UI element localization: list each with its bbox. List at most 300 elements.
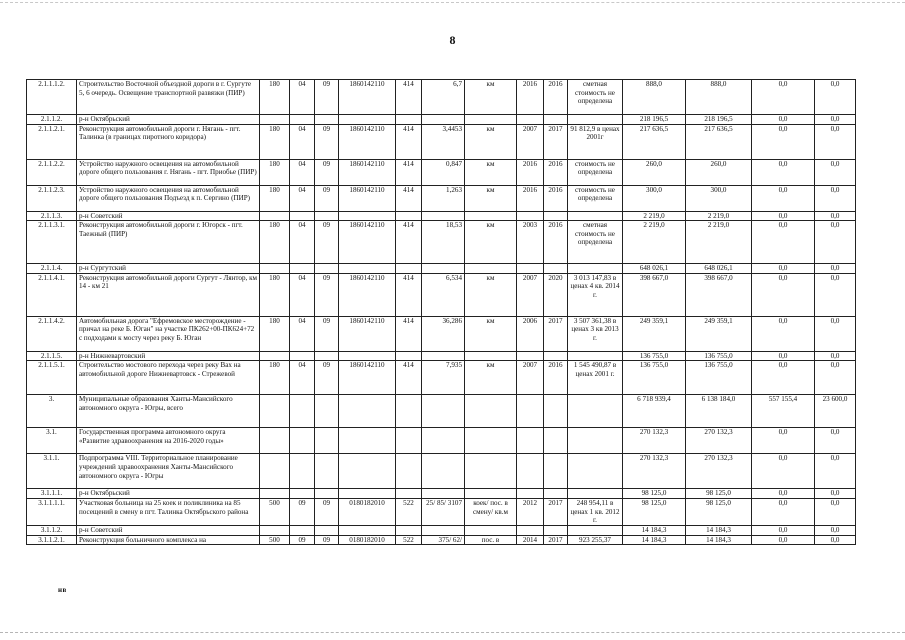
cell-c1: 180	[260, 159, 290, 185]
cell-t4: 0,0	[815, 80, 856, 115]
cell-y1: 2007	[517, 124, 544, 159]
cell-t3: 0,0	[752, 115, 815, 125]
cell-c5: 414	[396, 221, 422, 264]
cell-c3	[315, 454, 339, 489]
cell-name: р-н Советский	[77, 525, 260, 535]
cell-c4	[339, 351, 396, 361]
table-row	[27, 80, 856, 115]
investment-table	[26, 79, 856, 545]
cell-t1: 136 755,0	[623, 351, 686, 361]
cell-t4: 0,0	[815, 273, 856, 316]
cell-num: 3.1.	[27, 428, 77, 454]
table-row	[27, 124, 856, 159]
scan-edge-bottom	[0, 632, 905, 633]
cell-name: Устройство наружного освещения на автомобильной дороге общего пользования Подъезд к п. Сергино (ПИР)	[77, 185, 260, 211]
cell-cost	[568, 264, 623, 274]
cell-c1	[260, 211, 290, 221]
cell-c4: 1860142110	[339, 185, 396, 211]
cell-unit	[465, 264, 517, 274]
cell-c2	[290, 351, 315, 361]
cell-c4	[339, 264, 396, 274]
cell-t2: 98 125,0	[686, 489, 752, 499]
cell-cost: 3 507 361,38 в ценах 3 кв 2013 г.	[568, 316, 623, 351]
cell-name: Государственная программа автономного округа «Развитие здравоохранения на 2016-2020 годы»	[77, 428, 260, 454]
cell-c4: 1860142110	[339, 273, 396, 316]
cell-c3: 09	[315, 273, 339, 316]
cell-y1	[517, 454, 544, 489]
cell-t2: 136 755,0	[686, 361, 752, 395]
cell-c5: 414	[396, 124, 422, 159]
cell-c4	[339, 525, 396, 535]
cell-c3	[315, 525, 339, 535]
table-row	[27, 264, 856, 274]
cell-c5: 414	[396, 185, 422, 211]
cell-c3	[315, 395, 339, 428]
cell-cost	[568, 395, 623, 428]
cell-cost: 248 954,11 в ценах 1 кв. 2012 г.	[568, 498, 623, 525]
cell-t4: 0,0	[815, 221, 856, 264]
cell-num: 2.1.1.5.1.	[27, 361, 77, 395]
cell-c5	[396, 211, 422, 221]
cell-unit	[465, 489, 517, 499]
cell-c5	[396, 525, 422, 535]
cell-c3: 09	[315, 535, 339, 545]
cell-c2: 04	[290, 80, 315, 115]
cell-cap	[422, 489, 465, 499]
cell-c5	[396, 351, 422, 361]
cell-c3: 09	[315, 159, 339, 185]
cell-c3: 09	[315, 185, 339, 211]
cell-y2: 2017	[544, 535, 568, 545]
cell-c2: 04	[290, 273, 315, 316]
table-row	[27, 159, 856, 185]
cell-num: 2.1.1.3.1.	[27, 221, 77, 264]
cell-c3: 09	[315, 498, 339, 525]
cell-y2	[544, 489, 568, 499]
cell-unit: км	[465, 273, 517, 316]
table-row	[27, 428, 856, 454]
cell-c3	[315, 428, 339, 454]
cell-y2: 2016	[544, 221, 568, 264]
cell-y2: 2017	[544, 124, 568, 159]
cell-cost: 3 013 147,83 в ценах 4 кв. 2014 г.	[568, 273, 623, 316]
cell-c4: 1860142110	[339, 159, 396, 185]
cell-c4: 1860142110	[339, 361, 396, 395]
cell-t1: 249 359,1	[623, 316, 686, 351]
cell-name: Автомобильная дорога "Ефремовское месторождение - причал на реке Б. Юган" на участке ПК262+00-ПК624+72 с подходами к мосту через реку Б. Юган	[77, 316, 260, 351]
cell-cost	[568, 115, 623, 125]
cell-t3: 0,0	[752, 454, 815, 489]
cell-c2	[290, 454, 315, 489]
cell-y1: 2007	[517, 273, 544, 316]
cell-t3: 0,0	[752, 535, 815, 545]
cell-name: р-н Советский	[77, 211, 260, 221]
cell-y2	[544, 264, 568, 274]
cell-t4: 0,0	[815, 535, 856, 545]
cell-y2	[544, 454, 568, 489]
cell-c4	[339, 115, 396, 125]
cell-c5: 414	[396, 273, 422, 316]
cell-t4: 0,0	[815, 428, 856, 454]
cell-c5	[396, 115, 422, 125]
cell-c3: 09	[315, 361, 339, 395]
cell-t4: 0,0	[815, 115, 856, 125]
cell-cost: стоимость не определена	[568, 185, 623, 211]
cell-c1	[260, 428, 290, 454]
cell-y1	[517, 211, 544, 221]
cell-c2	[290, 489, 315, 499]
cell-c5	[396, 428, 422, 454]
cell-cap	[422, 525, 465, 535]
cell-unit	[465, 351, 517, 361]
table-row	[27, 535, 856, 545]
cell-name: Участковая больница на 25 коек и поликлиника на 85 посещений в смену в пгт. Талинка Октябрьского района	[77, 498, 260, 525]
cell-cap	[422, 264, 465, 274]
cell-cap: 7,935	[422, 361, 465, 395]
cell-y1	[517, 351, 544, 361]
cell-num: 2.1.1.2.3.	[27, 185, 77, 211]
cell-c2: 04	[290, 159, 315, 185]
footer-mark: нв	[58, 586, 67, 594]
cell-num: 2.1.1.3.	[27, 211, 77, 221]
cell-t3: 0,0	[752, 351, 815, 361]
table-row	[27, 525, 856, 535]
cell-cost	[568, 454, 623, 489]
cell-t4: 0,0	[815, 361, 856, 395]
cell-t3: 0,0	[752, 498, 815, 525]
cell-c2: 04	[290, 221, 315, 264]
cell-num: 2.1.1.2.1.	[27, 124, 77, 159]
cell-t3: 0,0	[752, 185, 815, 211]
cell-t4: 0,0	[815, 124, 856, 159]
cell-unit: пос. в	[465, 535, 517, 545]
cell-t2: 14 184,3	[686, 525, 752, 535]
cell-cost: сметная стоимость не определена	[568, 221, 623, 264]
cell-c3: 09	[315, 80, 339, 115]
cell-cap: 375/ 62/	[422, 535, 465, 545]
cell-num: 2.1.1.2.	[27, 115, 77, 125]
table-row	[27, 211, 856, 221]
cell-t2: 648 026,1	[686, 264, 752, 274]
cell-t4: 0,0	[815, 498, 856, 525]
cell-c4: 1860142110	[339, 80, 396, 115]
cell-c3	[315, 115, 339, 125]
cell-c4: 1860142110	[339, 124, 396, 159]
cell-t3: 0,0	[752, 428, 815, 454]
cell-t3: 0,0	[752, 211, 815, 221]
table-row	[27, 115, 856, 125]
cell-cap	[422, 395, 465, 428]
cell-name: р-н Сургутский	[77, 264, 260, 274]
cell-cost: сметная стоимость не определена	[568, 80, 623, 115]
cell-name: р-н Нижневартовский	[77, 351, 260, 361]
cell-unit	[465, 525, 517, 535]
cell-c4	[339, 211, 396, 221]
table-row	[27, 454, 856, 489]
cell-c3: 09	[315, 124, 339, 159]
cell-t2: 2 219,0	[686, 221, 752, 264]
cell-t4: 23 600,0	[815, 395, 856, 428]
cell-c3	[315, 351, 339, 361]
cell-c1: 180	[260, 124, 290, 159]
cell-name: Реконструкция автомобильной дороги г. Югорск - пгт. Таежный (ПИР)	[77, 221, 260, 264]
cell-cap: 1,263	[422, 185, 465, 211]
scan-edge-top	[0, 2, 905, 3]
cell-c1: 500	[260, 535, 290, 545]
cell-cost	[568, 525, 623, 535]
cell-t1: 98 125,0	[623, 489, 686, 499]
cell-c1: 180	[260, 80, 290, 115]
table-row	[27, 221, 856, 264]
cell-c2: 04	[290, 185, 315, 211]
cell-t2: 270 132,3	[686, 454, 752, 489]
table-body	[27, 80, 856, 545]
cell-y2	[544, 395, 568, 428]
table-row	[27, 316, 856, 351]
cell-y2: 2016	[544, 80, 568, 115]
cell-num: 2.1.1.1.2.	[27, 80, 77, 115]
cell-c2: 09	[290, 498, 315, 525]
cell-c1	[260, 454, 290, 489]
cell-c1: 180	[260, 361, 290, 395]
cell-name: Реконструкция автомобильной дороги Сургут - Лянтор, км 14 - км 21	[77, 273, 260, 316]
cell-t1: 2 219,0	[623, 211, 686, 221]
cell-t4: 0,0	[815, 454, 856, 489]
cell-c2	[290, 211, 315, 221]
table-row	[27, 273, 856, 316]
cell-t2: 218 196,5	[686, 115, 752, 125]
cell-t1: 270 132,3	[623, 428, 686, 454]
cell-t1: 218 196,5	[623, 115, 686, 125]
cell-unit: коек/ пос. в смену/ кв.м	[465, 498, 517, 525]
cell-c3: 09	[315, 221, 339, 264]
cell-t4: 0,0	[815, 211, 856, 221]
table-row	[27, 489, 856, 499]
cell-c5: 522	[396, 498, 422, 525]
cell-c2	[290, 525, 315, 535]
cell-unit	[465, 454, 517, 489]
cell-t2: 249 359,1	[686, 316, 752, 351]
cell-num: 3.	[27, 395, 77, 428]
cell-y2: 2016	[544, 185, 568, 211]
cell-unit: км	[465, 361, 517, 395]
cell-t1: 398 667,0	[623, 273, 686, 316]
cell-c4	[339, 395, 396, 428]
cell-c3	[315, 489, 339, 499]
cell-t1: 136 755,0	[623, 361, 686, 395]
cell-c4: 0180182010	[339, 535, 396, 545]
cell-t1: 648 026,1	[623, 264, 686, 274]
cell-c5	[396, 264, 422, 274]
cell-t1: 2 219,0	[623, 221, 686, 264]
cell-unit: км	[465, 159, 517, 185]
cell-t4: 0,0	[815, 185, 856, 211]
cell-num: 3.1.1.2.	[27, 525, 77, 535]
cell-t2: 6 138 184,0	[686, 395, 752, 428]
cell-c1	[260, 115, 290, 125]
cell-t1: 6 718 939,4	[623, 395, 686, 428]
cell-c1: 180	[260, 185, 290, 211]
cell-c1: 180	[260, 316, 290, 351]
cell-c2: 09	[290, 535, 315, 545]
cell-t4: 0,0	[815, 525, 856, 535]
cell-unit	[465, 395, 517, 428]
cell-name: р-н Октябрьский	[77, 115, 260, 125]
cell-y1	[517, 428, 544, 454]
cell-cap	[422, 115, 465, 125]
cell-num: 2.1.1.5.	[27, 351, 77, 361]
cell-c4: 1860142110	[339, 316, 396, 351]
cell-c1	[260, 525, 290, 535]
cell-unit	[465, 115, 517, 125]
cell-cap: 6,534	[422, 273, 465, 316]
cell-t1: 888,0	[623, 80, 686, 115]
cell-c1: 180	[260, 273, 290, 316]
cell-t1: 270 132,3	[623, 454, 686, 489]
cell-cap: 25/ 85/ 3107	[422, 498, 465, 525]
cell-c2	[290, 115, 315, 125]
cell-y2	[544, 211, 568, 221]
page-number: 8	[449, 33, 456, 47]
cell-num: 3.1.1.	[27, 454, 77, 489]
cell-c5: 414	[396, 361, 422, 395]
cell-y2: 2020	[544, 273, 568, 316]
cell-c1: 180	[260, 221, 290, 264]
cell-num: 2.1.1.4.1.	[27, 273, 77, 316]
cell-cost: 1 545 490,87 в ценах 2001 г.	[568, 361, 623, 395]
cell-cap	[422, 428, 465, 454]
cell-t2: 300,0	[686, 185, 752, 211]
cell-name: Устройство наружного освещения на автомобильной дороге общего пользования г. Нягань - пгт. Приобье (ПИР)	[77, 159, 260, 185]
cell-name: Муниципальные образования Ханты-Мансийского автономного округа - Югры, всего	[77, 395, 260, 428]
cell-t3: 0,0	[752, 273, 815, 316]
cell-unit	[465, 211, 517, 221]
cell-t2: 260,0	[686, 159, 752, 185]
cell-t1: 217 636,5	[623, 124, 686, 159]
cell-num: 3.1.1.1.	[27, 489, 77, 499]
cell-unit: км	[465, 80, 517, 115]
cell-c1	[260, 395, 290, 428]
cell-num: 3.1.1.2.1.	[27, 535, 77, 545]
cell-c5: 414	[396, 159, 422, 185]
cell-y1: 2003	[517, 221, 544, 264]
cell-c4: 1860142110	[339, 221, 396, 264]
cell-y1: 2012	[517, 498, 544, 525]
cell-num: 2.1.1.2.2.	[27, 159, 77, 185]
cell-cost	[568, 428, 623, 454]
cell-name: Реконструкция больничного комплекса на	[77, 535, 260, 545]
cell-y2: 2017	[544, 498, 568, 525]
cell-cost	[568, 351, 623, 361]
table-row	[27, 395, 856, 428]
cell-t1: 300,0	[623, 185, 686, 211]
table-row	[27, 498, 856, 525]
cell-t1: 260,0	[623, 159, 686, 185]
cell-unit: км	[465, 185, 517, 211]
cell-c1	[260, 351, 290, 361]
cell-t2: 888,0	[686, 80, 752, 115]
cell-c2: 04	[290, 124, 315, 159]
cell-t3: 557 155,4	[752, 395, 815, 428]
cell-num: 2.1.1.4.2.	[27, 316, 77, 351]
cell-cap: 0,847	[422, 159, 465, 185]
cell-cap	[422, 351, 465, 361]
cell-t2: 98 125,0	[686, 498, 752, 525]
cell-y2: 2017	[544, 316, 568, 351]
table-row	[27, 351, 856, 361]
cell-t1: 14 184,3	[623, 525, 686, 535]
cell-t3: 0,0	[752, 80, 815, 115]
cell-c5	[396, 395, 422, 428]
cell-y1: 2014	[517, 535, 544, 545]
cell-cost	[568, 489, 623, 499]
cell-t2: 270 132,3	[686, 428, 752, 454]
cell-y2	[544, 115, 568, 125]
cell-y2	[544, 428, 568, 454]
cell-t1: 14 184,3	[623, 535, 686, 545]
cell-y1: 2007	[517, 361, 544, 395]
cell-c3: 09	[315, 316, 339, 351]
cell-cap	[422, 211, 465, 221]
cell-y2: 2016	[544, 361, 568, 395]
table-row	[27, 361, 856, 395]
cell-c2	[290, 428, 315, 454]
cell-t3: 0,0	[752, 489, 815, 499]
cell-t3: 0,0	[752, 525, 815, 535]
cell-name: Строительство мостового перехода через реку Вах на автомобильной дороге Нижневартовск - Стрежевой	[77, 361, 260, 395]
cell-t1: 98 125,0	[623, 498, 686, 525]
cell-c4: 0180182010	[339, 498, 396, 525]
cell-c3	[315, 264, 339, 274]
cell-c4	[339, 489, 396, 499]
cell-t4: 0,0	[815, 316, 856, 351]
cell-name: Подпрограмма VIII. Территориальное планирование учреждений здравоохранения Ханты-Мансийского автономного округа - Югры	[77, 454, 260, 489]
cell-t4: 0,0	[815, 159, 856, 185]
cell-y1: 2016	[517, 185, 544, 211]
cell-y1: 2006	[517, 316, 544, 351]
cell-c2: 04	[290, 361, 315, 395]
cell-t2: 2 219,0	[686, 211, 752, 221]
cell-num: 2.1.1.4.	[27, 264, 77, 274]
cell-t2: 14 184,3	[686, 535, 752, 545]
cell-cost: стоимость не определена	[568, 159, 623, 185]
cell-c1: 500	[260, 498, 290, 525]
cell-cap: 18,53	[422, 221, 465, 264]
cell-c2	[290, 395, 315, 428]
cell-y2	[544, 525, 568, 535]
cell-t3: 0,0	[752, 264, 815, 274]
cell-c1	[260, 264, 290, 274]
cell-cap: 3,4453	[422, 124, 465, 159]
cell-name: Реконструкция автомобильной дороги г. Нягань - пгт. Талинка (в границах пиротного коридора)	[77, 124, 260, 159]
cell-t2: 217 636,5	[686, 124, 752, 159]
cell-cap: 36,286	[422, 316, 465, 351]
cell-unit: км	[465, 316, 517, 351]
cell-y1	[517, 115, 544, 125]
cell-t3: 0,0	[752, 316, 815, 351]
cell-c2: 04	[290, 316, 315, 351]
cell-y1: 2016	[517, 80, 544, 115]
cell-c3	[315, 211, 339, 221]
cell-y1	[517, 525, 544, 535]
cell-y1: 2016	[517, 159, 544, 185]
cell-name: р-н Октябрьский	[77, 489, 260, 499]
cell-unit	[465, 428, 517, 454]
cell-y1	[517, 264, 544, 274]
cell-c5: 414	[396, 80, 422, 115]
cell-cap: 6,7	[422, 80, 465, 115]
cell-y2	[544, 351, 568, 361]
